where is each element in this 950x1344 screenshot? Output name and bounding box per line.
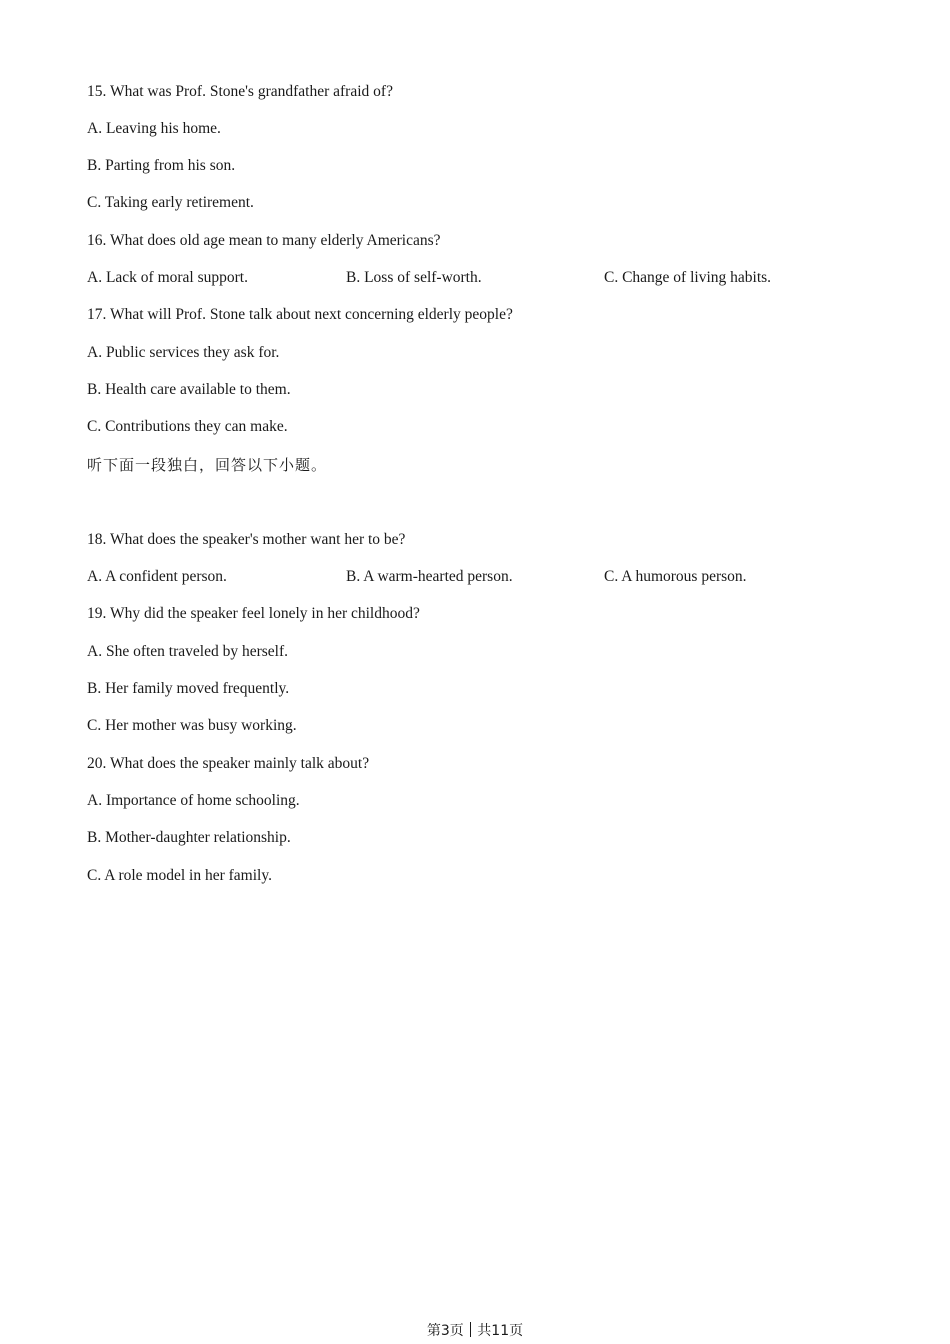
footer-separator <box>470 1322 472 1337</box>
question-16-option-b: B. Loss of self-worth. <box>346 269 482 286</box>
question-15-option-b: B. Parting from his son. <box>87 157 236 174</box>
question-20-option-a: A. Importance of home schooling. <box>87 792 300 809</box>
question-19-option-c: C. Her mother was busy working. <box>87 717 297 734</box>
question-15-option-c: C. Taking early retirement. <box>87 194 254 211</box>
question-19-stem: 19. Why did the speaker feel lonely in her childhood? <box>87 605 420 622</box>
question-16-option-c: C. Change of living habits. <box>604 269 772 286</box>
question-20-stem: 20. What does the speaker mainly talk about? <box>87 755 370 772</box>
question-18-option-a: A. A confident person. <box>87 568 227 585</box>
question-15-option-a: A. Leaving his home. <box>87 120 221 137</box>
question-18-option-c: C. A humorous person. <box>604 568 747 585</box>
total-pages-label: 共11页 <box>477 1323 524 1339</box>
question-20-option-b: B. Mother-daughter relationship. <box>87 829 291 846</box>
question-17-option-a: A. Public services they ask for. <box>87 344 280 361</box>
question-20-option-c: C. A role model in her family. <box>87 867 272 884</box>
question-17-option-c: C. Contributions they can make. <box>87 418 288 435</box>
question-16-option-a: A. Lack of moral support. <box>87 269 248 286</box>
question-18-option-b: B. A warm-hearted person. <box>346 568 513 585</box>
question-17-option-b: B. Health care available to them. <box>87 381 291 398</box>
section-instruction: 听下面一段独白，回答以下小题。 <box>87 456 328 474</box>
question-19-option-a: A. She often traveled by herself. <box>87 643 289 660</box>
question-16-stem: 16. What does old age mean to many elderly Americans? <box>87 232 441 249</box>
current-page-label: 第3页 <box>426 1323 464 1339</box>
page-footer <box>0 1321 950 1341</box>
question-15-stem: 15. What was Prof. Stone's grandfather afraid of? <box>87 83 393 100</box>
question-17-stem: 17. What will Prof. Stone talk about next concerning elderly people? <box>87 306 513 323</box>
question-19-option-b: B. Her family moved frequently. <box>87 680 290 697</box>
question-18-stem: 18. What does the speaker's mother want her to be? <box>87 531 406 548</box>
